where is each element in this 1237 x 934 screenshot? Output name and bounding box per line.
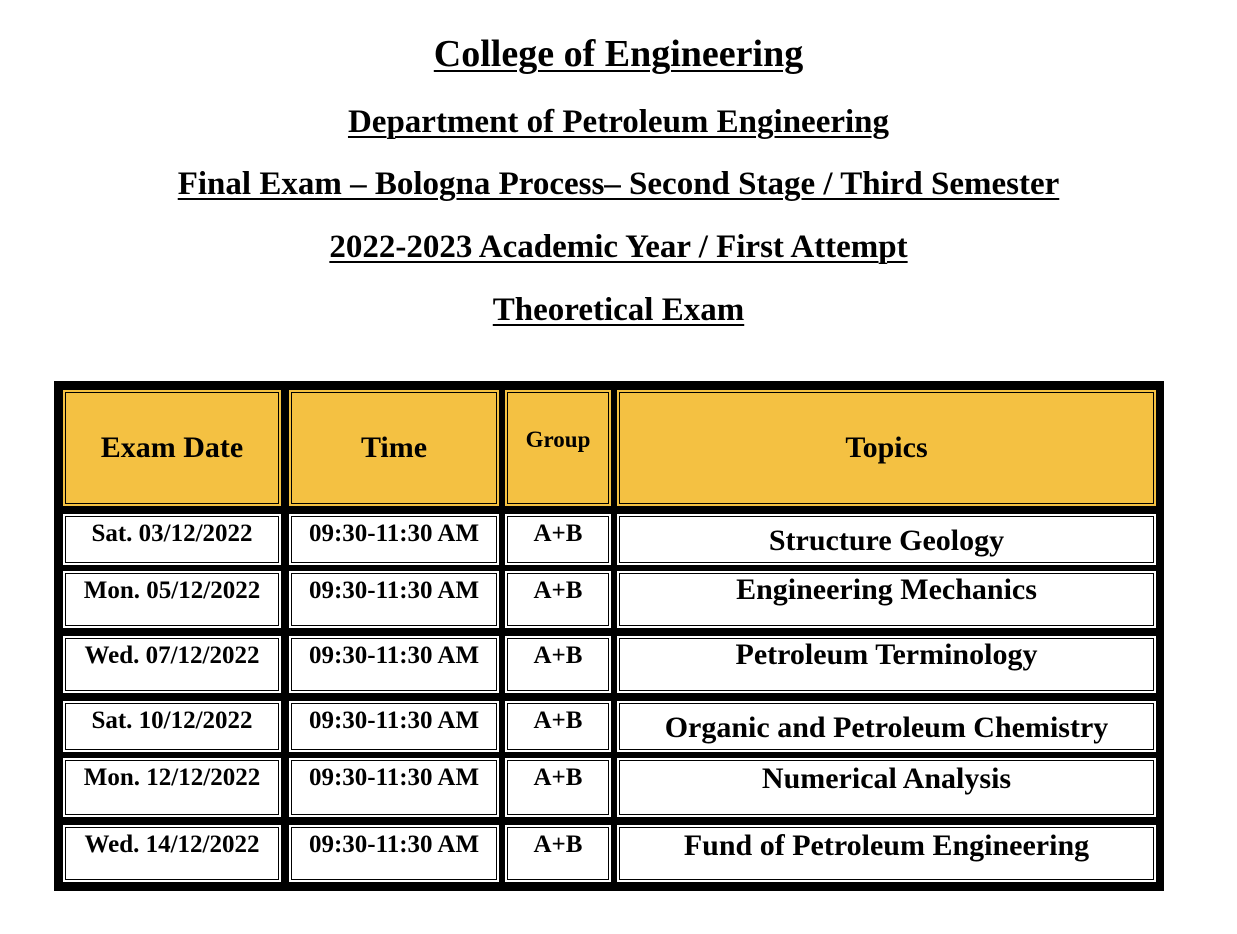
- group-cell: A+B: [504, 700, 612, 753]
- time-cell: 09:30-11:30 AM: [288, 570, 500, 629]
- college-title: College of Engineering: [433, 33, 804, 75]
- time-header: [288, 389, 500, 507]
- department-title: Department of Petroleum Engineering: [347, 104, 890, 140]
- topic-cell: Fund of Petroleum Engineering: [616, 824, 1157, 883]
- column-header-label: Time: [360, 431, 428, 464]
- exam-date-header: [62, 389, 282, 507]
- time-cell: 09:30-11:30 AM: [288, 824, 500, 883]
- exam-title: Final Exam – Bologna Process– Second Stage / Third Semester: [177, 166, 1060, 202]
- topic-cell: Structure Geology: [616, 513, 1157, 566]
- group-cell: A+B: [504, 513, 612, 566]
- column-header-label: Group: [525, 427, 591, 452]
- topics-header: [616, 389, 1157, 507]
- topic-cell: Numerical Analysis: [616, 757, 1157, 818]
- topic-cell: Organic and Petroleum Chemistry: [616, 700, 1157, 753]
- exam-schedule-table: [54, 381, 1164, 891]
- date-cell: Mon. 12/12/2022: [62, 757, 282, 818]
- column-header-label: Exam Date: [100, 431, 244, 464]
- date-cell: Sat. 10/12/2022: [62, 700, 282, 753]
- group-header: [504, 389, 612, 507]
- time-cell: 09:30-11:30 AM: [288, 513, 500, 566]
- time-cell: 09:30-11:30 AM: [288, 635, 500, 694]
- group-cell: A+B: [504, 635, 612, 694]
- topic-cell: Engineering Mechanics: [616, 570, 1157, 629]
- group-cell: A+B: [504, 757, 612, 818]
- topic-cell: Petroleum Terminology: [616, 635, 1157, 694]
- time-cell: 09:30-11:30 AM: [288, 757, 500, 818]
- date-cell: Sat. 03/12/2022: [62, 513, 282, 566]
- date-cell: Wed. 14/12/2022: [62, 824, 282, 883]
- exam-type-title: Theoretical Exam: [492, 292, 745, 328]
- group-cell: A+B: [504, 824, 612, 883]
- group-cell: A+B: [504, 570, 612, 629]
- academic-year-title: 2022-2023 Academic Year / First Attempt: [329, 229, 908, 265]
- time-cell: 09:30-11:30 AM: [288, 700, 500, 753]
- column-header-label: Topics: [845, 431, 928, 464]
- date-cell: Mon. 05/12/2022: [62, 570, 282, 629]
- date-cell: Wed. 07/12/2022: [62, 635, 282, 694]
